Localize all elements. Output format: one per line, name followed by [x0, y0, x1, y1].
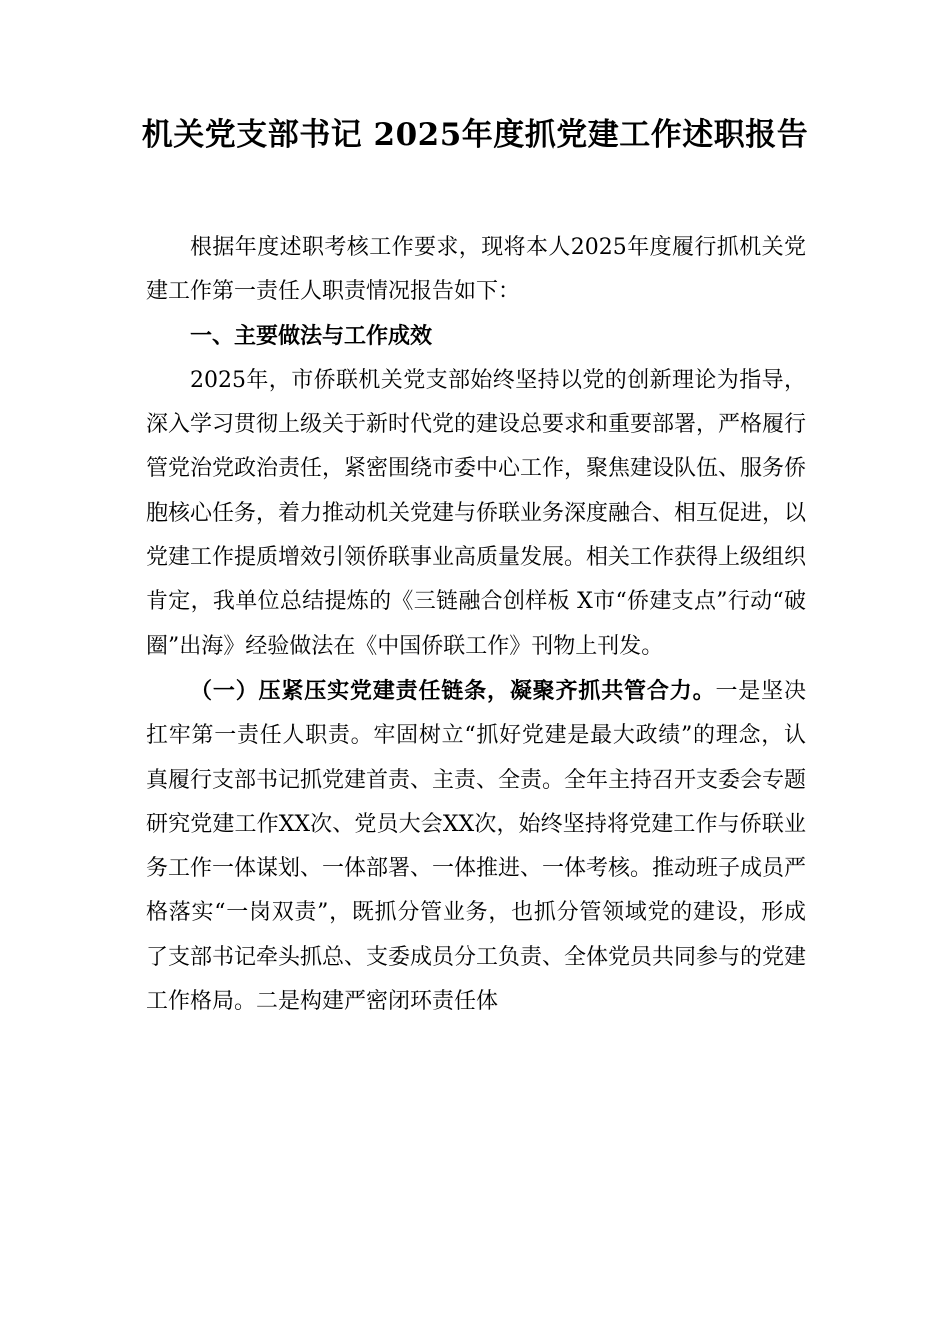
subsection-paragraph	[146, 669, 806, 1024]
document-body	[146, 226, 806, 1024]
document-title: 机关党支部书记 2025年度抓党建工作述职报告	[141, 117, 809, 153]
subsection-heading: （一）压紧压实党建责任链条，凝聚齐抓共管合力。	[190, 677, 716, 704]
section-paragraph: 2025年，市侨联机关党支部始终坚持以党的创新理论为指导，深入学习贯彻上级关于新时代党的建设总要求和重要部署，严格履行管党治党政治责任，紧密围绕市委中心工作，聚焦建设队伍、服务侨胞核心任务，着力推动机关党建与侨联业务深度融合、相互促进，以党建工作提质增效引领侨联事业高质量发展。相关工作获得上级组织肯定，我单位总结提炼的《三链融合创样板 X市“侨建支点”行动“破圈”出海》经验做法在《中国侨联工作》刊物上刊发。	[146, 367, 807, 659]
intro-paragraph: 根据年度述职考核工作要求，现将本人2025年度履行抓机关党建工作第一责任人职责情况报告如下：	[146, 235, 806, 305]
subsection-text: 一是坚决扛牢第一责任人职责。牢固树立“抓好党建是最大政绩”的理念，认真履行支部书记抓党建首责、主责、全责。全年主持召开支委会专题研究党建工作XX次、党员大会XX次，始终坚持将党建工作与侨联业务工作一体谋划、一体部署、一体推进、一体考核。推动班子成员严格落实“一岗双责”，既抓分管业务，也抓分管领域党的建设，形成了支部书记牵头抓总、支委成员分工负责、全体党员共同参与的党建工作格局。二是构建严密闭环责任体	[146, 678, 807, 1015]
section-heading: 一、主要做法与工作成效	[190, 323, 433, 349]
